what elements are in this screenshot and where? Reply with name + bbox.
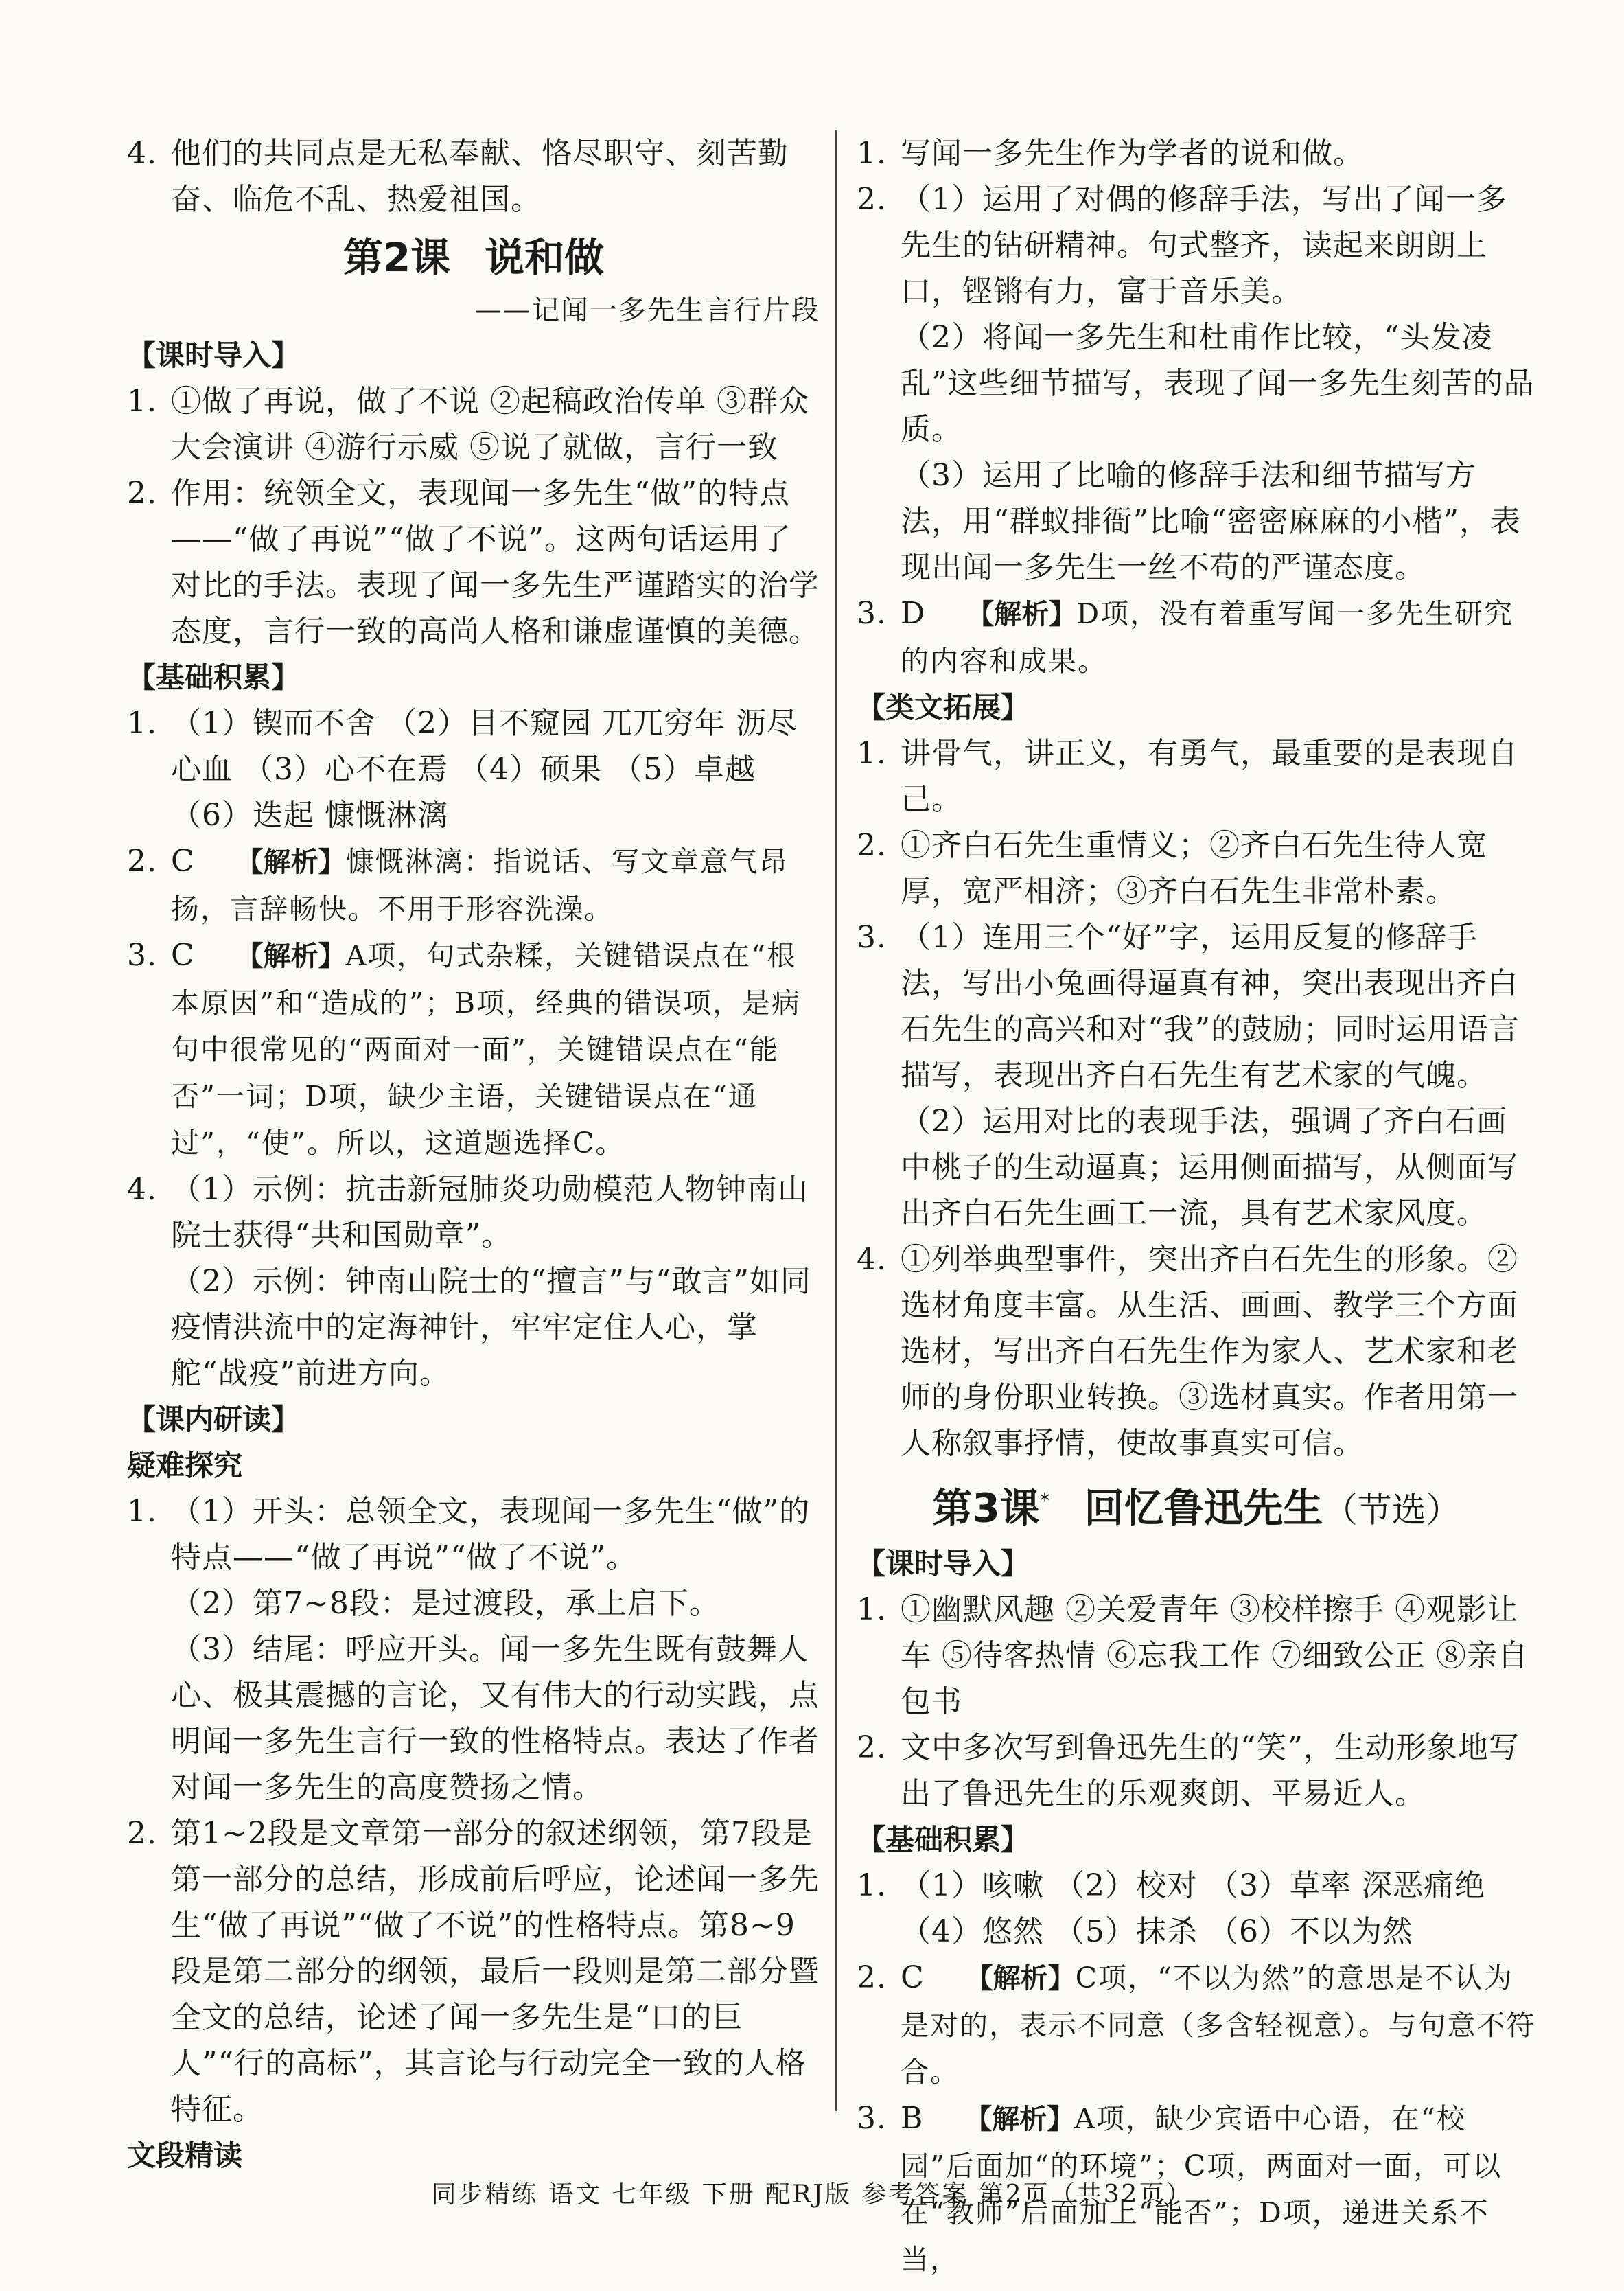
answer-item xyxy=(127,1810,820,2132)
answer-choice: D xyxy=(901,596,926,631)
item-number: 2. xyxy=(857,828,887,863)
section-heading: 【基础积累】 xyxy=(857,1823,1030,1857)
item-subpart: （2）第7~8段：是过渡段，承上启下。 xyxy=(171,1586,720,1621)
item-number: 2. xyxy=(857,1960,887,1996)
answer-item xyxy=(127,130,820,222)
item-text: （1）运用了对偶的修辞手法，写出了闻一多先生的钻研精神。句式整齐，读起来朗朗上口，铿锵有力，富于音乐美。 xyxy=(901,182,1507,309)
analysis-tag: 【解析】 xyxy=(235,847,346,878)
analysis-text: C项，“不以为然”的意思是不认为是对的，表示不同意（多含轻视意）。与句意不符合。 xyxy=(901,1961,1536,2089)
item-text: （1）开头：总领全文，表现闻一多先生“做”的特点——“做了再说”“做了不说”。 xyxy=(171,1494,810,1575)
item-subpart: （6）迭起 慷慨淋漓 xyxy=(171,798,448,833)
lesson-name: 回忆鲁迅先生 xyxy=(1084,1484,1323,1532)
subsection-heading: 文段精读 xyxy=(127,2139,243,2172)
lesson-number: 第3课 xyxy=(932,1484,1040,1532)
item-number: 2. xyxy=(857,1730,887,1766)
answer-item xyxy=(127,1166,820,1258)
answer-item xyxy=(857,1725,1536,1817)
item-text: 第1~2段是文章第一部分的叙述纲领，第7段是第一部分的总结，形成前后呼应，论述闻一多先生“做了再说”“做了不说”的性格特点。第8~9段是第二部分的纲领，最后一段则是第二部分暨全文的总结，论述了闻一多先生是“口的巨人”“行的高标”，其言论与行动完全一致的人格特征。 xyxy=(171,1816,820,2127)
item-number: 1. xyxy=(127,1494,157,1529)
answer-item xyxy=(857,176,1536,314)
item-subpart: （4）悠然 （5）抹杀 （6）不以为然 xyxy=(901,1914,1413,1950)
column-divider xyxy=(835,130,837,2111)
page-footer: 同步精练 语文 七年级 下册 配RJ版 参考答案 第2页（共32页） xyxy=(431,2180,1193,2209)
analysis-tag: 【解析】 xyxy=(235,941,346,972)
item-text: （1）示例：抗击新冠肺炎功勋模范人物钟南山院士获得“共和国勋章”。 xyxy=(171,1172,809,1253)
item-number: 1. xyxy=(857,136,887,171)
answer-item xyxy=(857,730,1536,822)
answer-item xyxy=(127,470,820,654)
item-number: 3. xyxy=(857,596,887,631)
answer-item xyxy=(127,700,820,792)
analysis-text: A项，缺少宾语中心语，在“校园”后面加“的环境”；C项，两面对一面，可以在“教师”后面加上“能否”；D项，递进关系不当， xyxy=(901,2102,1503,2277)
item-text: 作用：统领全文，表现闻一多先生“做”的特点——“做了再说”“做了不说”。这两句话运用了对比的手法。表现了闻一多先生严谨踏实的治学态度，言行一致的高尚人格和谦虚谨慎的美德。 xyxy=(171,476,820,649)
item-text: ①齐白石先生重情义；②齐白石先生待人宽厚，宽严相济；③齐白石先生非常朴素。 xyxy=(901,828,1487,909)
section-heading: 【课时导入】 xyxy=(857,1547,1030,1581)
analysis-tag: 【解析】 xyxy=(966,599,1077,630)
answer-choice: C xyxy=(171,938,195,973)
analysis-tag: 【解析】 xyxy=(965,1963,1076,1995)
item-number: 3. xyxy=(857,920,887,955)
item-subpart: （3）运用了比喻的修辞手法和细节描写方法，用“群蚁排衙”比喻“密密麻麻的小楷”，表现出闻一多先生一丝不苟的严谨态度。 xyxy=(901,458,1521,585)
answer-item xyxy=(857,1236,1536,1466)
answer-item xyxy=(857,590,1536,684)
answer-item xyxy=(127,1488,820,1580)
item-number: 1. xyxy=(857,1592,887,1628)
item-number: 2. xyxy=(127,844,157,879)
item-number: 1. xyxy=(857,736,887,771)
optional-mark: * xyxy=(1039,1489,1050,1513)
item-number: 3. xyxy=(127,938,157,973)
item-subpart: （3）结尾：呼应开头。闻一多先生既有鼓舞人心、极其震撼的言论，又有伟大的行动实践，点明闻一多先生言行一致的性格特点。表达了作者对闻一多先生的高度赞扬之情。 xyxy=(171,1632,820,1805)
analysis-tag: 【解析】 xyxy=(964,2104,1075,2136)
section-heading: 【课时导入】 xyxy=(127,338,301,372)
item-text: ①做了再说，做了不说 ②起稿政治传单 ③群众大会演讲 ④游行示威 ⑤说了就做，言行一致 xyxy=(171,384,809,465)
item-number: 1. xyxy=(127,384,157,419)
answer-item xyxy=(857,914,1536,1098)
item-number: 2. xyxy=(127,1816,157,1851)
item-number: 4. xyxy=(127,136,157,171)
item-number: 4. xyxy=(857,1242,887,1277)
item-number: 4. xyxy=(127,1172,157,1207)
left-column xyxy=(127,130,820,2178)
answer-item xyxy=(857,1863,1536,1909)
item-text: （1）锲而不舍 （2）目不窥园 兀兀穷年 沥尽心血 （3）心不在焉 （4）硕果 （5）卓越 xyxy=(171,706,798,787)
right-column xyxy=(857,130,1536,2283)
answer-item xyxy=(857,130,1536,176)
item-text: ①列举典型事件，突出齐白石先生的形象。②选材角度丰富。从生活、画画、教学三个方面选材，写出齐白石先生作为家人、艺术家和老师的身份职业转换。③选材真实。作者用第一人称叙事抒情，使故事真实可信。 xyxy=(901,1242,1518,1461)
analysis-text: 慷慨淋漓：指说话、写文章意气昂扬，言辞畅快。不用于形容洗澡。 xyxy=(171,845,789,925)
answer-choice: C xyxy=(171,844,195,879)
section-heading: 【课内研读】 xyxy=(127,1403,301,1436)
answer-item xyxy=(857,822,1536,914)
item-text: 他们的共同点是无私奉献、恪尽职守、刻苦勤奋、临危不乱、热爱祖国。 xyxy=(171,136,789,217)
lesson-subtitle: ——记闻一多先生言行片段 xyxy=(474,295,820,326)
item-text: ①幽默风趣 ②关爱青年 ③校样擦手 ④观影让车 ⑤待客热情 ⑥忘我工作 ⑦细致公正 ⑧亲自包书 xyxy=(901,1592,1529,1720)
analysis-text: A项，句式杂糅，关键错误点在“根本原因”和“造成的”；B项，经典的错误项，是病句中很常见的“两面对一面”，关键错误点在“能否”一词；D项，缺少主语，关键错误点在“通过”，“使”。所以，这道题选择C。 xyxy=(171,939,802,1160)
item-number: 1. xyxy=(857,1868,887,1904)
item-number: 2. xyxy=(127,476,157,511)
item-number: 1. xyxy=(127,706,157,741)
item-subpart: （2）运用对比的表现手法，强调了齐白石画中桃子的生动逼真；运用侧面描写，从侧面写出齐白石先生画工一流，具有艺术家风度。 xyxy=(901,1104,1518,1231)
item-text: 写闻一多先生作为学者的说和做。 xyxy=(901,136,1364,171)
item-text: 讲骨气，讲正义，有勇气，最重要的是表现自己。 xyxy=(901,736,1518,817)
lesson-suffix: （节选） xyxy=(1323,1490,1461,1530)
item-text: （1）连用三个“好”字，运用反复的修辞手法，写出小兔画得逼真有神，突出表现出齐白石先生的高兴和对“我”的鼓励；同时运用语言描写，表现出齐白石先生有艺术家的气魄。 xyxy=(901,920,1520,1093)
section-heading: 【类文拓展】 xyxy=(857,691,1030,724)
answer-item xyxy=(127,838,820,932)
lesson-name: 说和做 xyxy=(485,234,605,281)
analysis-text: D项，没有着重写闻一多先生研究的内容和成果。 xyxy=(901,597,1514,678)
lesson-3-title xyxy=(857,1471,1536,1541)
answer-item xyxy=(127,378,820,470)
item-subpart: （2）将闻一多先生和杜甫作比较，“头发凌乱”这些细节描写，表现了闻一多先生刻苦的品质。 xyxy=(901,320,1535,447)
item-number: 2. xyxy=(857,182,887,217)
answer-choice: B xyxy=(901,2101,924,2137)
answer-choice: C xyxy=(901,1960,925,1996)
item-text: （1）咳嗽 （2）校对 （3）草率 深恶痛绝 xyxy=(901,1868,1485,1904)
lesson-number: 第2课 xyxy=(343,234,451,281)
answer-item xyxy=(857,1955,1536,2095)
lesson-2-title xyxy=(127,227,820,288)
item-subpart: （2）示例：钟南山院士的“擅言”与“敢言”如同疫情洪流中的定海神针，牢牢定住人心，掌舵“战疫”前进方向。 xyxy=(171,1264,811,1391)
answer-item xyxy=(857,1587,1536,1725)
section-heading: 【基础积累】 xyxy=(127,660,301,694)
subsection-heading: 疑难探究 xyxy=(127,1449,243,1482)
item-text: 文中多次写到鲁迅先生的“笑”，生动形象地写出了鲁迅先生的乐观爽朗、平易近人。 xyxy=(901,1730,1520,1812)
answer-item xyxy=(127,932,820,1166)
item-number: 3. xyxy=(857,2101,887,2137)
